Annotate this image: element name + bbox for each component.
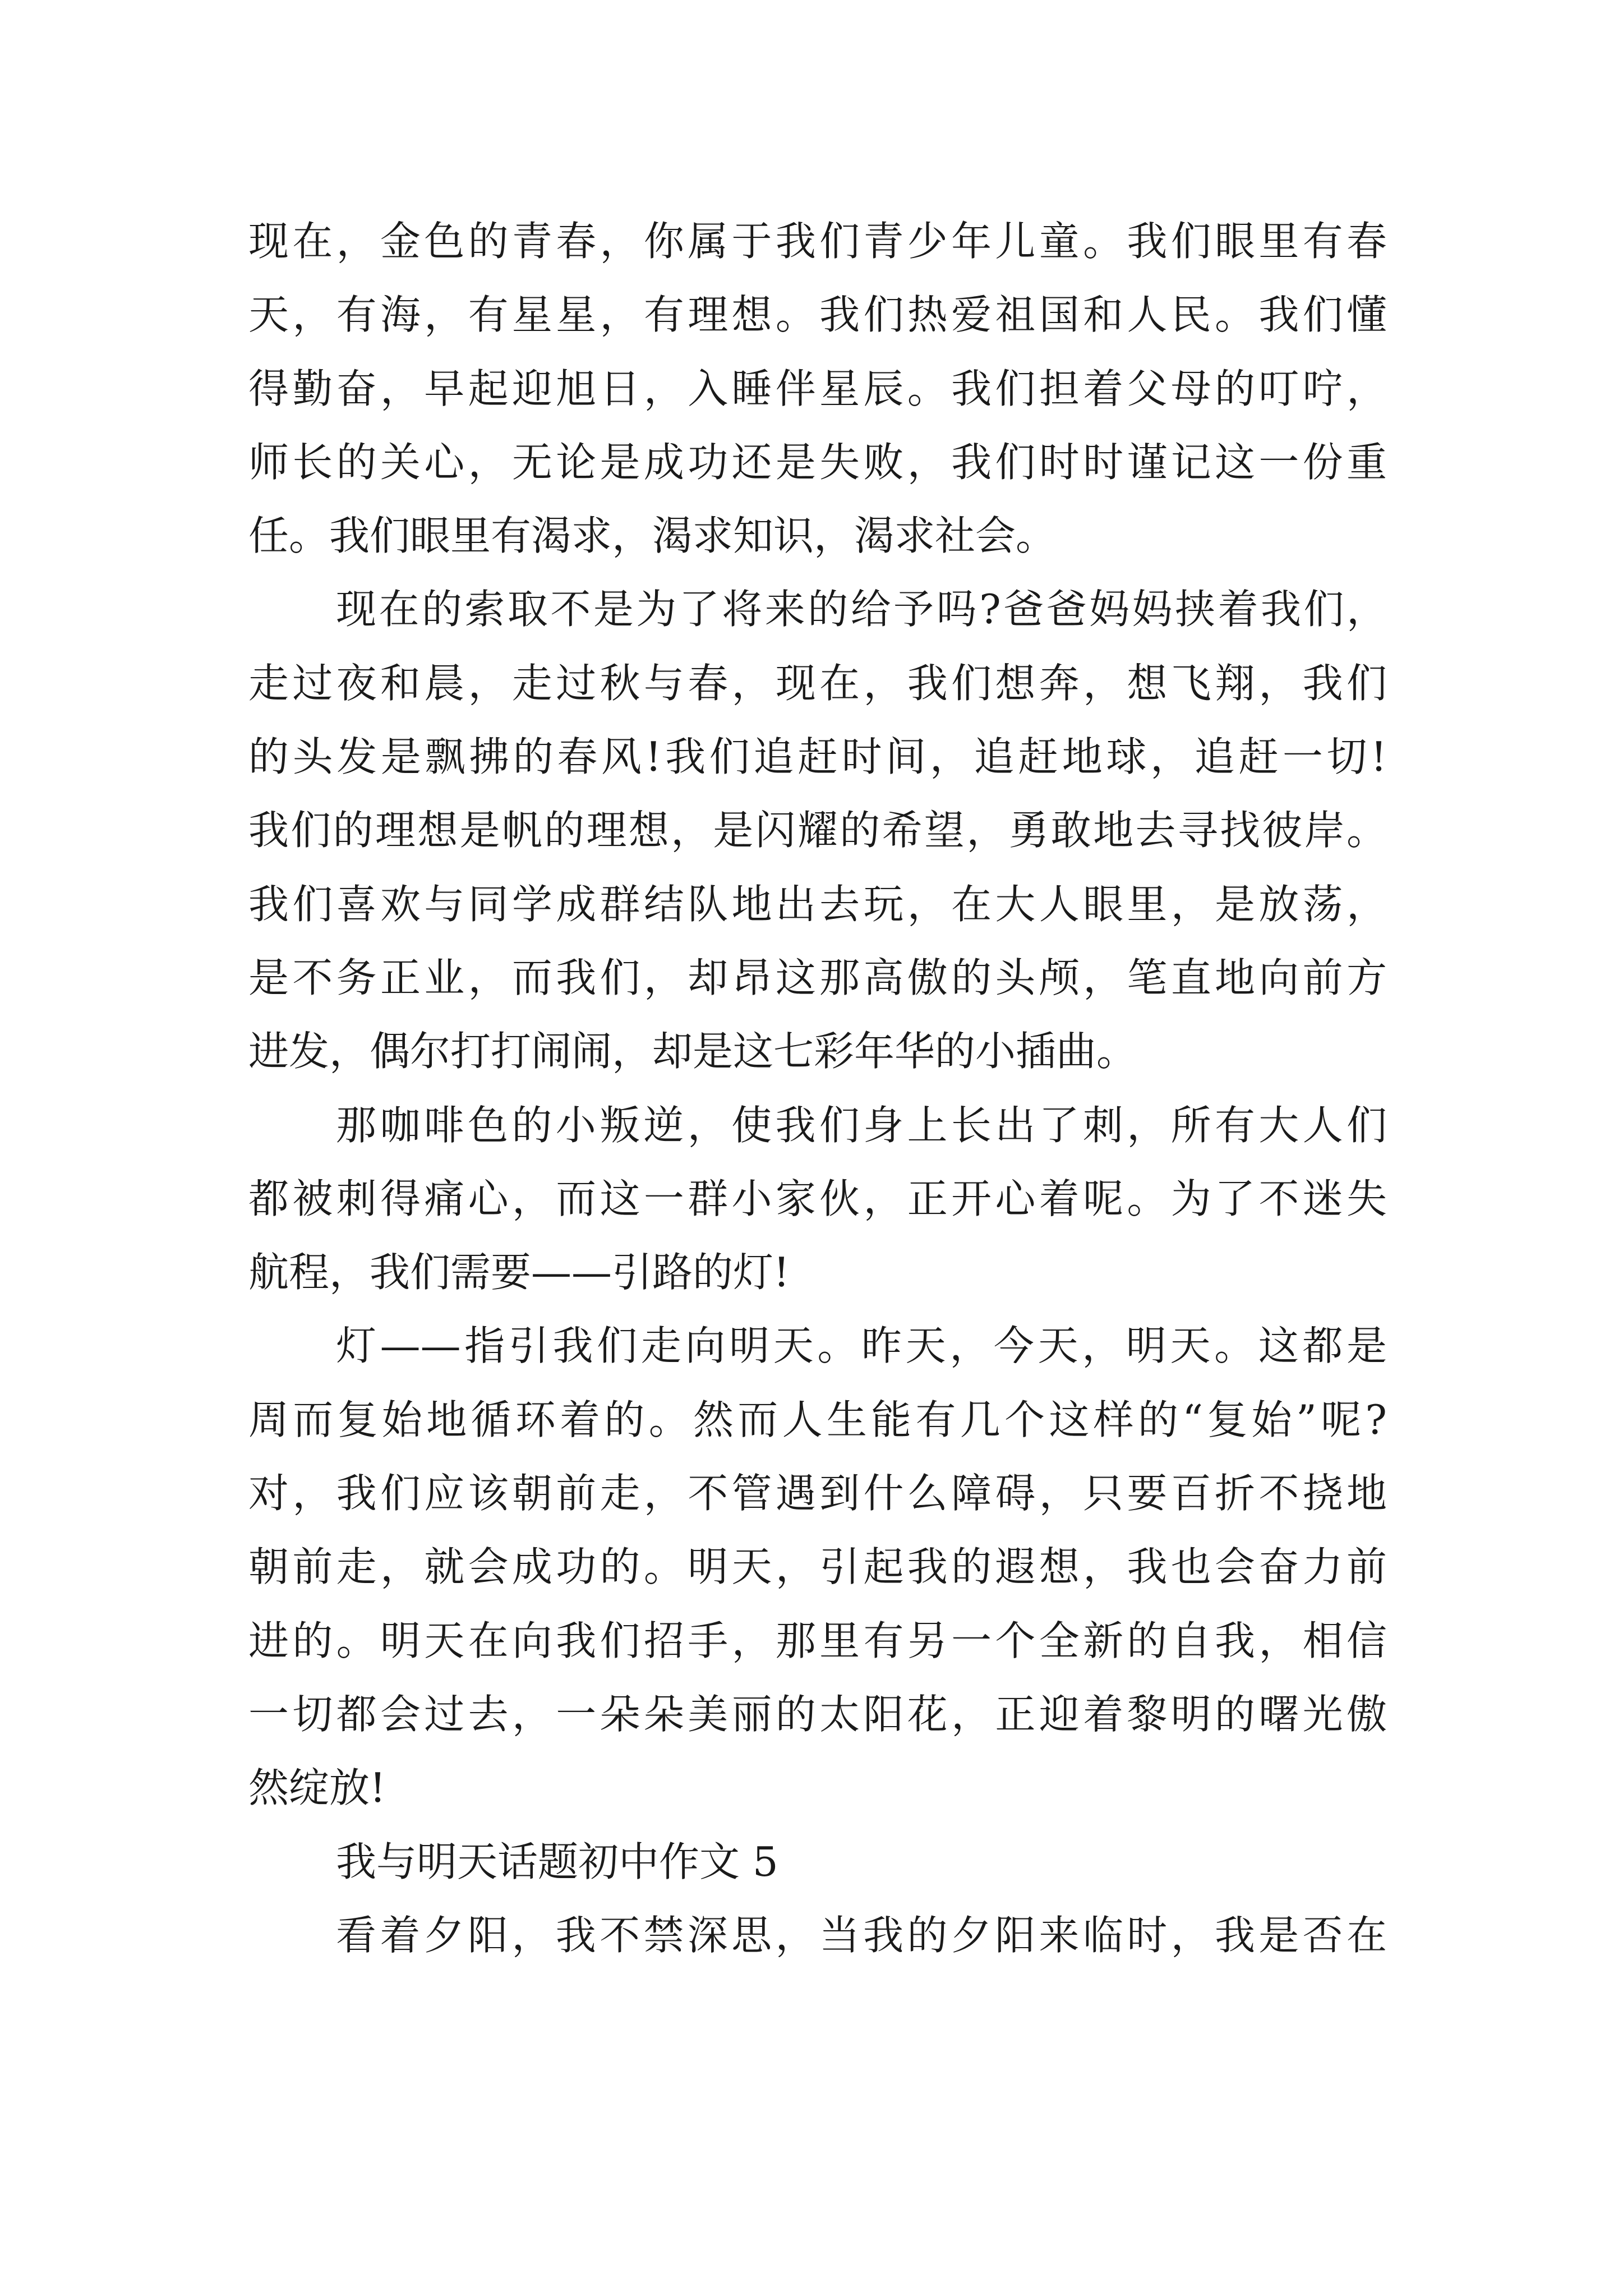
- text-line: 灯——指引我们走向明天。昨天，今天，明天。这都是: [336, 1322, 1387, 1370]
- text-line: 的头发是飘拂的春风!我们追赶时间，追赶地球，追赶一切!: [248, 733, 1387, 781]
- text-line: 航程，我们需要——引路的灯!: [248, 1249, 790, 1296]
- text-line: 现在的索取不是为了将来的给予吗?爸爸妈妈挟着我们，: [336, 586, 1387, 633]
- text-line: 任。我们眼里有渴求，渴求知识，渴求社会。: [248, 512, 1057, 560]
- section-heading: 我与明天话题初中作文 5: [336, 1838, 778, 1885]
- text-line: 走过夜和晨，走过秋与春，现在，我们想奔，想飞翔，我们: [248, 659, 1387, 707]
- text-line: 得勤奋，早起迎旭日，入睡伴星辰。我们担着父母的叮咛，: [248, 365, 1387, 412]
- text-line: 现在，金色的青春，你属于我们青少年儿童。我们眼里有春: [248, 218, 1387, 265]
- text-line: 进的。明天在向我们招手，那里有另一个全新的自我，相信: [248, 1617, 1387, 1664]
- text-line: 我们的理想是帆的理想，是闪耀的希望，勇敢地去寻找彼岸。: [248, 807, 1387, 854]
- text-line: 朝前走，就会成功的。明天，引起我的遐想，我也会奋力前: [248, 1543, 1387, 1591]
- text-line: 一切都会过去，一朵朵美丽的太阳花，正迎着黎明的曙光傲: [248, 1690, 1387, 1738]
- text-line: 周而复始地循环着的。然而人生能有几个这样的“复始”呢?: [248, 1396, 1387, 1443]
- text-line: 看着夕阳，我不禁深思，当我的夕阳来临时，我是否在: [336, 1911, 1387, 1959]
- text-line: 那咖啡色的小叛逆，使我们身上长出了刺，所有大人们: [336, 1101, 1387, 1149]
- text-line: 进发，偶尔打打闹闹，却是这七彩年华的小插曲。: [248, 1028, 1137, 1075]
- text-line: 对，我们应该朝前走，不管遇到什么障碍，只要百折不挠地: [248, 1470, 1387, 1517]
- text-line: 都被刺得痛心，而这一群小家伙，正开心着呢。为了不迷失: [248, 1175, 1387, 1222]
- text-line: 然绽放!: [248, 1764, 386, 1812]
- document-body: [248, 205, 1387, 1972]
- text-line: 师长的关心，无论是成功还是失败，我们时时谨记这一份重: [248, 438, 1387, 486]
- text-line: 我们喜欢与同学成群结队地出去玩，在大人眼里，是放荡，: [248, 880, 1387, 928]
- text-line: 天，有海，有星星，有理想。我们热爱祖国和人民。我们懂: [248, 291, 1387, 339]
- text-line: 是不务正业，而我们，却昂这那高傲的头颅，笔直地向前方: [248, 954, 1387, 1001]
